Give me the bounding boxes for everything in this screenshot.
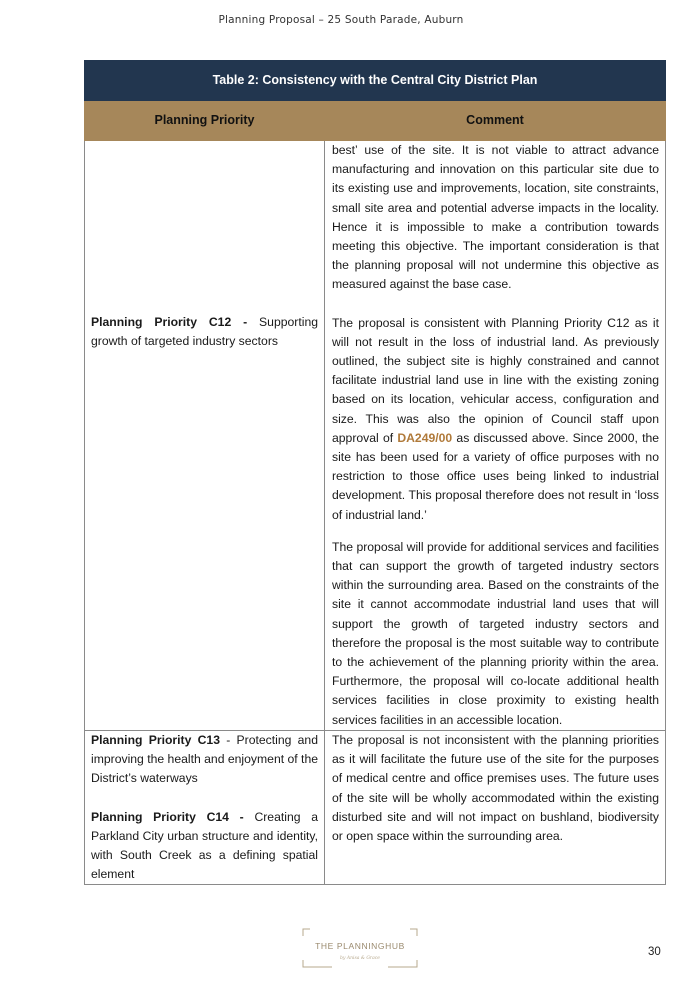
page-number: 30: [648, 946, 661, 958]
column-header-comment: Comment: [325, 101, 666, 141]
priority-c14-text: [91, 808, 318, 885]
priority-c12-label: Planning Priority C12 -: [91, 315, 248, 329]
column-header-planning-priority: Planning Priority: [85, 101, 325, 141]
logo-wordmark: THE PLANNINGHUB: [315, 941, 405, 951]
consistency-table: [84, 60, 666, 885]
comment-c12-paragraph-3: The proposal will provide for additional services and facilities that can support the growth of targeted industry sectors within the surrounding area. Based on the constraints of the site it cannot accommodate industrial land uses that will support the growth of targeted industry sectors and therefore the proposal is the most suitable way to contribute to the achievement of the planning priority within the area. Furthermore, the proposal will co-locate additional health services facilities in close proximity to existing health services facilities in an accessible location.: [332, 539, 659, 727]
priority-c14-label: Planning Priority C14 -: [91, 809, 244, 824]
page-header: Planning Proposal – 25 South Parade, Auburn: [218, 14, 464, 26]
comment-c12-paragraph-2: [332, 314, 659, 525]
table-title: Table 2: Consistency with the Central City District Plan: [85, 61, 666, 101]
priority-c14-description: Creating a Parkland City urban structure and identity, with South Creek as a defining spatial element: [91, 809, 319, 882]
priority-c12-text: [91, 313, 318, 351]
da-reference-link[interactable]: DA249/00: [397, 430, 453, 445]
comment-c12-paragraph-1: best’ use of the site. It is not viable to attract advance manufacturing and innovation on this particular site due to its existing use and improvements, location, site constraints, small site area and potential adverse impacts in the locality. Hence it is impossible to make a contribution towards meeting this objective. The important consideration is that the planning proposal will not undermine this objective as measured against the base case.: [332, 143, 659, 292]
planning-hub-logo: [302, 928, 418, 968]
priority-c12-description: Supporting growth of targeted industry sectors: [91, 315, 318, 349]
comment-cell-c13-c14: [325, 730, 666, 884]
table-row: [85, 141, 666, 731]
priority-cell-c12: [85, 141, 325, 731]
comment-cell-c12: [325, 141, 666, 731]
table-row: [85, 730, 666, 884]
priority-c13-text: [91, 731, 318, 789]
priority-c13-label: Planning Priority C13: [91, 732, 220, 747]
logo-tagline: by Anisa & Grace: [340, 956, 380, 961]
comment-c12-paragraph-2-part-1: The proposal is consistent with Planning Priority C12 as it will not result in the loss of industrial land. As previously outlined, the subject site is highly constrained and cannot facilitate industrial land use in line with the existing zoning based on its location, vehicular access, configuration and size. This was also the opinion of Council staff upon approval of: [332, 315, 659, 445]
comment-c12-paragraph-2-part-2: as discussed above. Since 2000, the site has been used for a variety of office purposes with no restriction to those office uses being linked to industrial development. This proposal therefore does not result in ‘loss of industrial land.’: [332, 430, 660, 522]
priority-cell-c13-c14: [85, 730, 325, 884]
priority-c13-description: - Protecting and improving the health and enjoyment of the District’s waterways: [91, 732, 318, 786]
comment-c13-c14-text: The proposal is not inconsistent with the planning priorities as it will facilitate the future use of the site for the purposes of medical centre and office premises uses. The future uses of the site will be wholly accommodated within the existing disturbed site and will not impact on bushland, biodiversity or open space within the surrounding area.: [332, 732, 659, 843]
